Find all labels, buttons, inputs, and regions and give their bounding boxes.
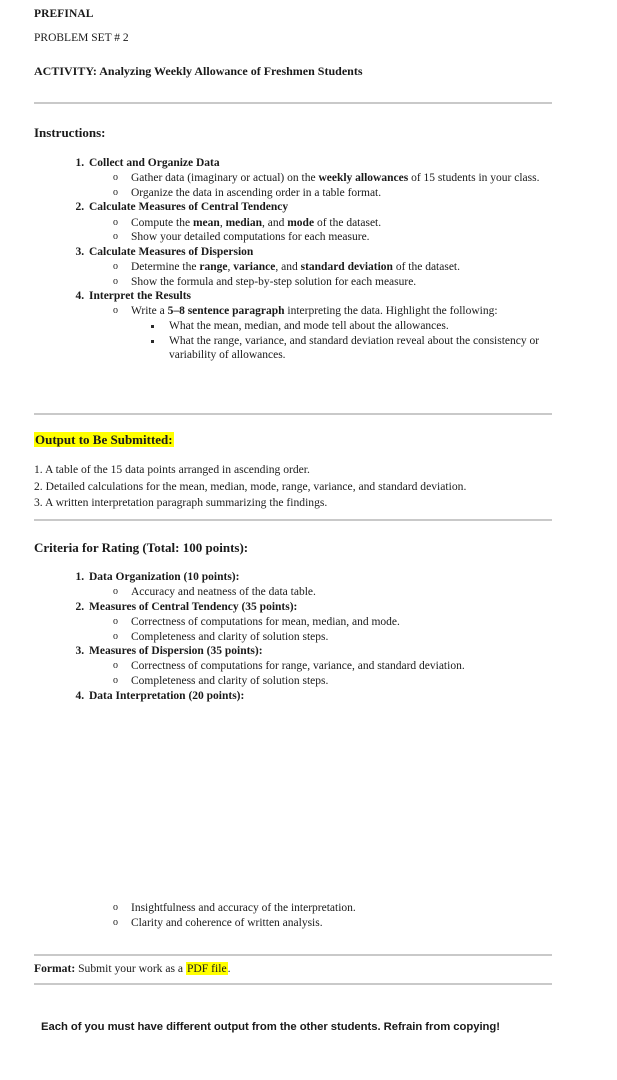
criteria-heading: Criteria for Rating (Total: 100 points): bbox=[34, 540, 249, 555]
instruction-item-title: Calculate Measures of Central Tendency bbox=[89, 201, 289, 214]
criteria-subitem-list bbox=[89, 585, 552, 600]
instruction-subitem bbox=[89, 171, 552, 186]
instruction-subitem-list bbox=[89, 171, 552, 200]
instruction-item bbox=[87, 200, 552, 244]
divider-rule-4 bbox=[34, 954, 552, 956]
criteria-subitem: o Completeness and clarity of solution steps. bbox=[89, 630, 552, 645]
body-text: , bbox=[219, 216, 226, 229]
criteria-subitem-list bbox=[89, 615, 552, 644]
instruction-item-title: Interpret the Results bbox=[89, 290, 191, 303]
activity-line bbox=[34, 64, 552, 79]
format-text-after: . bbox=[227, 962, 231, 975]
divider-rule-3 bbox=[34, 519, 552, 521]
body-text: of the dataset. bbox=[392, 260, 460, 273]
instructions-list bbox=[34, 156, 552, 363]
instruction-subsubitem: What the range, variance, and standard deviation reveal about the consistency or variability of allowances. bbox=[131, 334, 552, 363]
format-line bbox=[34, 962, 231, 975]
divider-rule-1 bbox=[34, 102, 552, 104]
criteria-continuation-list bbox=[34, 901, 552, 930]
emphasis-text: mode bbox=[287, 216, 315, 229]
format-label: Format: bbox=[34, 962, 76, 975]
body-text: of 15 students in your class. bbox=[408, 172, 540, 185]
criteria-item bbox=[87, 570, 552, 600]
body-text: interpreting the data. Highlight the following: bbox=[284, 305, 498, 318]
output-heading: Output to Be Submitted: bbox=[35, 432, 173, 447]
instruction-item bbox=[87, 245, 552, 289]
instruction-subitem bbox=[89, 260, 552, 275]
output-line: 1. A table of the 15 data points arranged in ascending order. bbox=[34, 463, 310, 476]
criteria-subitem: o Correctness of computations for range, variance, and standard deviation. bbox=[89, 659, 552, 674]
criteria-item-title: Data Interpretation (20 points): bbox=[89, 689, 245, 702]
problem-set-line bbox=[34, 32, 552, 44]
criteria-list-container bbox=[34, 570, 552, 704]
body-text: of the dataset. bbox=[314, 216, 382, 229]
instruction-item-title: Calculate Measures of Dispersion bbox=[89, 245, 254, 258]
instruction-subitem-list bbox=[89, 304, 552, 362]
body-text: Gather data (imaginary or actual) on the bbox=[131, 172, 319, 185]
body-text: Determine the bbox=[131, 260, 200, 273]
criteria-item-title: Measures of Dispersion (35 points): bbox=[89, 645, 263, 658]
criteria-subitem: o Accuracy and neatness of the data table. bbox=[89, 585, 552, 600]
output-heading-wrap bbox=[34, 432, 174, 448]
criteria-subitem: o Correctness of computations for mean, median, and mode. bbox=[89, 615, 552, 630]
instruction-subitem bbox=[89, 216, 552, 231]
emphasis-text: mean bbox=[192, 216, 220, 229]
emphasis-text: range bbox=[199, 260, 228, 273]
output-lines-list bbox=[34, 462, 552, 512]
criteria-item-title: Data Organization (10 points): bbox=[89, 571, 240, 583]
footer-note: Each of you must have different output from the other students. Refrain from copying! bbox=[41, 1021, 500, 1033]
criteria-item bbox=[87, 644, 552, 688]
criteria-subitem: o Clarity and coherence of written analysis. bbox=[89, 916, 552, 931]
activity-title: Analyzing Weekly Allowance of Freshmen Students bbox=[99, 64, 363, 78]
body-text: Organize the data in ascending order in a table format. bbox=[131, 186, 382, 199]
body-text: Compute the bbox=[131, 216, 193, 229]
format-text-before: Submit your work as a bbox=[75, 962, 186, 975]
instructions-heading: Instructions: bbox=[34, 125, 106, 140]
instructions-list-container bbox=[34, 156, 552, 363]
instruction-subitem-list bbox=[89, 216, 552, 245]
course-label: PREFINAL bbox=[34, 8, 94, 20]
body-text: , and bbox=[275, 260, 301, 273]
format-file-type: PDF file bbox=[186, 962, 227, 975]
instruction-subsubitem-list bbox=[131, 319, 552, 363]
emphasis-text: weekly allowances bbox=[318, 172, 409, 185]
problem-set-label: PROBLEM SET # 2 bbox=[34, 32, 129, 44]
criteria-subitem: o Insightfulness and accuracy of the interpretation. bbox=[89, 901, 552, 916]
instruction-subitem bbox=[89, 186, 552, 201]
body-text: Show your detailed computations for each measure. bbox=[131, 231, 370, 244]
instruction-item bbox=[87, 289, 552, 363]
criteria-item bbox=[87, 689, 552, 704]
instruction-subitem bbox=[89, 304, 552, 362]
instruction-subitem-list bbox=[89, 260, 552, 289]
divider-rule-2 bbox=[34, 413, 552, 415]
activity-label: ACTIVITY: bbox=[34, 64, 97, 78]
body-text: Show the formula and step-by-step solution for each measure. bbox=[131, 275, 417, 288]
criteria-item bbox=[87, 600, 552, 644]
body-text: Write a bbox=[131, 305, 168, 318]
instruction-subitem bbox=[89, 230, 552, 245]
emphasis-text: 5–8 sentence paragraph bbox=[167, 305, 285, 318]
output-line: 3. A written interpretation paragraph summarizing the findings. bbox=[34, 496, 328, 509]
body-text: , and bbox=[261, 216, 288, 229]
emphasis-text: median bbox=[225, 216, 262, 229]
criteria-continuation-container bbox=[34, 901, 552, 930]
output-line: 2. Detailed calculations for the mean, median, mode, range, variance, and standard deviation. bbox=[34, 479, 467, 493]
body-text: , bbox=[227, 260, 234, 273]
criteria-subitem: o Completeness and clarity of solution steps. bbox=[89, 674, 552, 689]
instruction-subitem bbox=[89, 275, 552, 290]
instruction-subsubitem: What the mean, median, and mode tell about the allowances. bbox=[131, 319, 552, 334]
divider-rule-5 bbox=[34, 983, 552, 985]
data-interpretation-subitems bbox=[89, 901, 552, 930]
criteria-subitem-list bbox=[89, 659, 552, 688]
criteria-list bbox=[34, 570, 552, 704]
instruction-item-title: Collect and Organize Data bbox=[89, 157, 220, 169]
instruction-item bbox=[87, 156, 552, 200]
criteria-item-title: Measures of Central Tendency (35 points): bbox=[89, 600, 298, 613]
course-label-line bbox=[34, 8, 552, 20]
emphasis-text: standard deviation bbox=[300, 260, 393, 273]
emphasis-text: variance bbox=[233, 260, 276, 273]
